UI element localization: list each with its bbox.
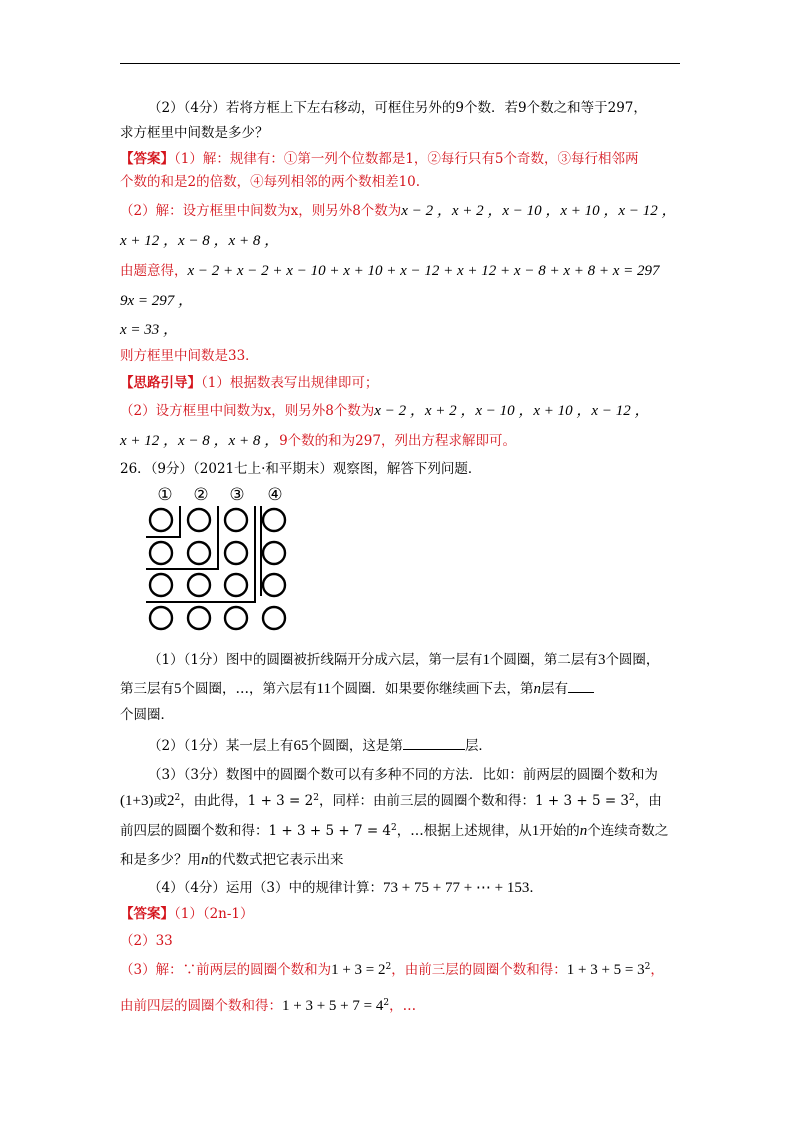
answer-3-eq1: 1 + 3 = 2 [331,962,386,978]
p3-power-exp: 2 [313,793,319,803]
circle-layers-figure [138,484,298,636]
circle [188,542,210,564]
p1-num-1: 1 [482,652,490,668]
equation-line [120,262,660,280]
figure-label-2: ② [193,485,209,505]
hint-tag: 【思路引导】 [120,375,201,391]
p3-text: 个连续奇数之 [587,823,669,839]
q26-header: 26．（9分）（2021七上·和平期末）观察图，解答下列问题． [120,461,482,477]
answer-tag: 【答案】 [120,906,174,922]
answer-3-exp: 2 [385,962,392,972]
p1-text: （1）（1分）图中的圆圈被折线隔开分成六层，第一层有 [148,652,483,668]
circle [188,574,210,596]
p1-text: 个圆圈，第二层有 [489,652,598,668]
p3-text: 和是多少？用 [120,852,201,868]
p2-text: 个圆圈，这是第 [308,738,403,754]
p4-text: （4）（4分）运用（3）中的规律计算： [148,880,384,896]
answer-4-text: 由前四层的圆圈个数和得： [120,998,282,1014]
answer-3-eq2: 1 + 3 + 5 = 3 [566,962,645,978]
circle [188,509,210,531]
p3-expr: (1+3) [120,793,154,809]
answer-4-eq: 1 + 3 + 5 + 7 = 4 [282,998,384,1014]
q26-p1-line1 [148,651,659,669]
p3-text: ，由 [634,793,662,809]
p2-num-65: 65 [293,738,309,754]
answer-3-text: ，由前三层的圆圈个数和得： [391,962,567,978]
q25-answer-part2-line1 [120,202,676,220]
answer-blank-2[interactable] [403,736,465,750]
equation-intro: 由题意得， [120,263,188,279]
answer-part2-terms2: x + 12 ，x − 8 ，x + 8 ， [120,233,280,249]
answer-tag: 【答案】 [120,151,174,167]
answer-4-exp: 2 [383,998,390,1008]
answer-part1-b: 个数的和是2的倍数，④每列相邻的两个数相差10. [120,174,421,190]
answer-2: （2）33 [120,933,173,949]
p3-text: 开始的 [539,823,580,839]
hint-line1 [120,374,378,392]
answer-3-text: ， [650,962,664,978]
circle [150,509,172,531]
p1-text: 第三层有 [120,681,174,697]
p3-power-base: 2 [166,793,175,809]
q25-question-line1: （2）（4分）若将方框上下左右移动，可框住另外的9个数．若9个数之和等于297， [148,100,647,116]
circle [263,542,285,564]
p3-power-exp: 2 [391,823,397,833]
q26-answer-line4 [120,997,416,1015]
p3-text: ，同样：由前三层的圆圈个数和得：1 + 3 + 5 = 3 [318,793,630,809]
equation-x: x = 33 ， [120,322,179,338]
q26-p3-line1: （3）（3分）数图中的圆圈个数可以有多种不同的方法．比如：前两层的圆圈个数和为 [148,767,658,783]
equation-full: x − 2 + x − 2 + x − 10 + x + 10 + x − 12 + x + 12 + x − 8 + x + 8 + x = 297 [187,263,660,279]
answer-1: （1）（2n-1） [174,906,254,922]
figure-label-3: ③ [229,485,245,505]
q26-p4-line [148,879,543,897]
p3-text: 的代数式把它表示出来 [208,852,344,868]
circle [263,574,285,596]
q26-p3-line4 [120,851,344,869]
p3-text: 前四层的圆圈个数和得：1 + 3 + 5 + 7 = 4 [120,823,392,839]
q26-answer-line3 [120,961,664,979]
figure-label-4: ④ [267,485,283,505]
answer-part2-intro: （2）解：设方框里中间数为x，则另外8个数为 [120,203,402,219]
hint-line3 [120,432,516,450]
q26-p3-line3 [120,822,668,840]
circle [263,509,285,531]
hint-line2 [120,402,649,420]
p1-var-n: n [533,681,541,697]
hint-part1: （1）根据数表写出规律即可； [201,375,379,391]
p2-text: （2）（1分）某一层上有 [148,738,294,754]
circle [263,607,285,629]
q25-question-line2: 求方框里中间数是多少？ [120,125,269,141]
equation-9x: 9x = 297 ， [120,293,194,309]
p1-text: 个圆圈，…，第六层有 [181,681,317,697]
q26-p1-line3: 个圆圈． [120,707,174,723]
p3-power-exp: 2 [174,793,181,803]
p4-text: ． [529,880,543,896]
circle [188,607,210,629]
p1-num-11: 11 [316,681,331,697]
figure-label-1: ① [157,485,173,505]
p1-text: 个圆圈， [605,652,660,668]
hint-part2-terms2: x + 12 ，x − 8 ，x + 8 ， [120,433,280,449]
answer-conclusion: 则方框里中间数是33． [120,348,259,364]
answer-3-text: （3）解：∵前两层的圆圈个数和为 [120,962,332,978]
p3-num-1: 1 [531,823,540,839]
circle [150,542,172,564]
p3-power-exp: 2 [629,793,635,803]
p1-text: 层有 [540,681,568,697]
answer-3-exp: 2 [644,962,651,972]
p3-var-n: n [201,852,209,868]
q26-p3-line2 [120,792,662,810]
p2-text: 层． [464,738,492,754]
p1-num-5: 5 [174,681,182,697]
circle [225,607,247,629]
q26-p1-line2 [120,679,594,698]
circle [150,607,172,629]
q25-answer-line1 [120,150,639,168]
p4-expr: 73 + 75 + 77 + ⋯ + 153 [383,880,530,896]
q26-p2-line [148,736,492,755]
p3-var-n: n [579,823,588,839]
p3-text: 或 [153,793,167,809]
answer-part2-terms1: x − 2 ，x + 2 ，x − 10 ，x + 10 ，x − 12 ， [401,203,677,219]
circle [150,574,172,596]
answer-blank-1[interactable] [568,679,594,693]
p3-text: ，…根据上述规律，从 [396,823,532,839]
circle [225,509,247,531]
p3-text: ，由此得，1 + 3 = 2 [180,793,314,809]
layer-divider-3 [146,506,255,602]
hint-part2-intro: （2）设方框里中间数为x，则另外8个数为 [120,403,375,419]
answer-4-text: ，… [389,998,417,1014]
circle [225,574,247,596]
hint-part2-terms1: x − 2 ，x + 2 ，x − 10 ，x + 10 ，x − 12 ， [374,403,650,419]
q26-answer-line1 [120,905,254,923]
answer-part1-a: （1）解：规律有：①第一列个位数都是1，②每行只有5个奇数，③每行相邻两 [174,151,639,167]
header-rule [120,63,680,64]
hint-part2-tail: 9个数的和为297，列出方程求解即可。 [279,433,516,449]
p1-num-3: 3 [597,652,606,668]
circle [225,542,247,564]
p1-text: 个圆圈．如果要你继续画下去，第 [330,681,534,697]
